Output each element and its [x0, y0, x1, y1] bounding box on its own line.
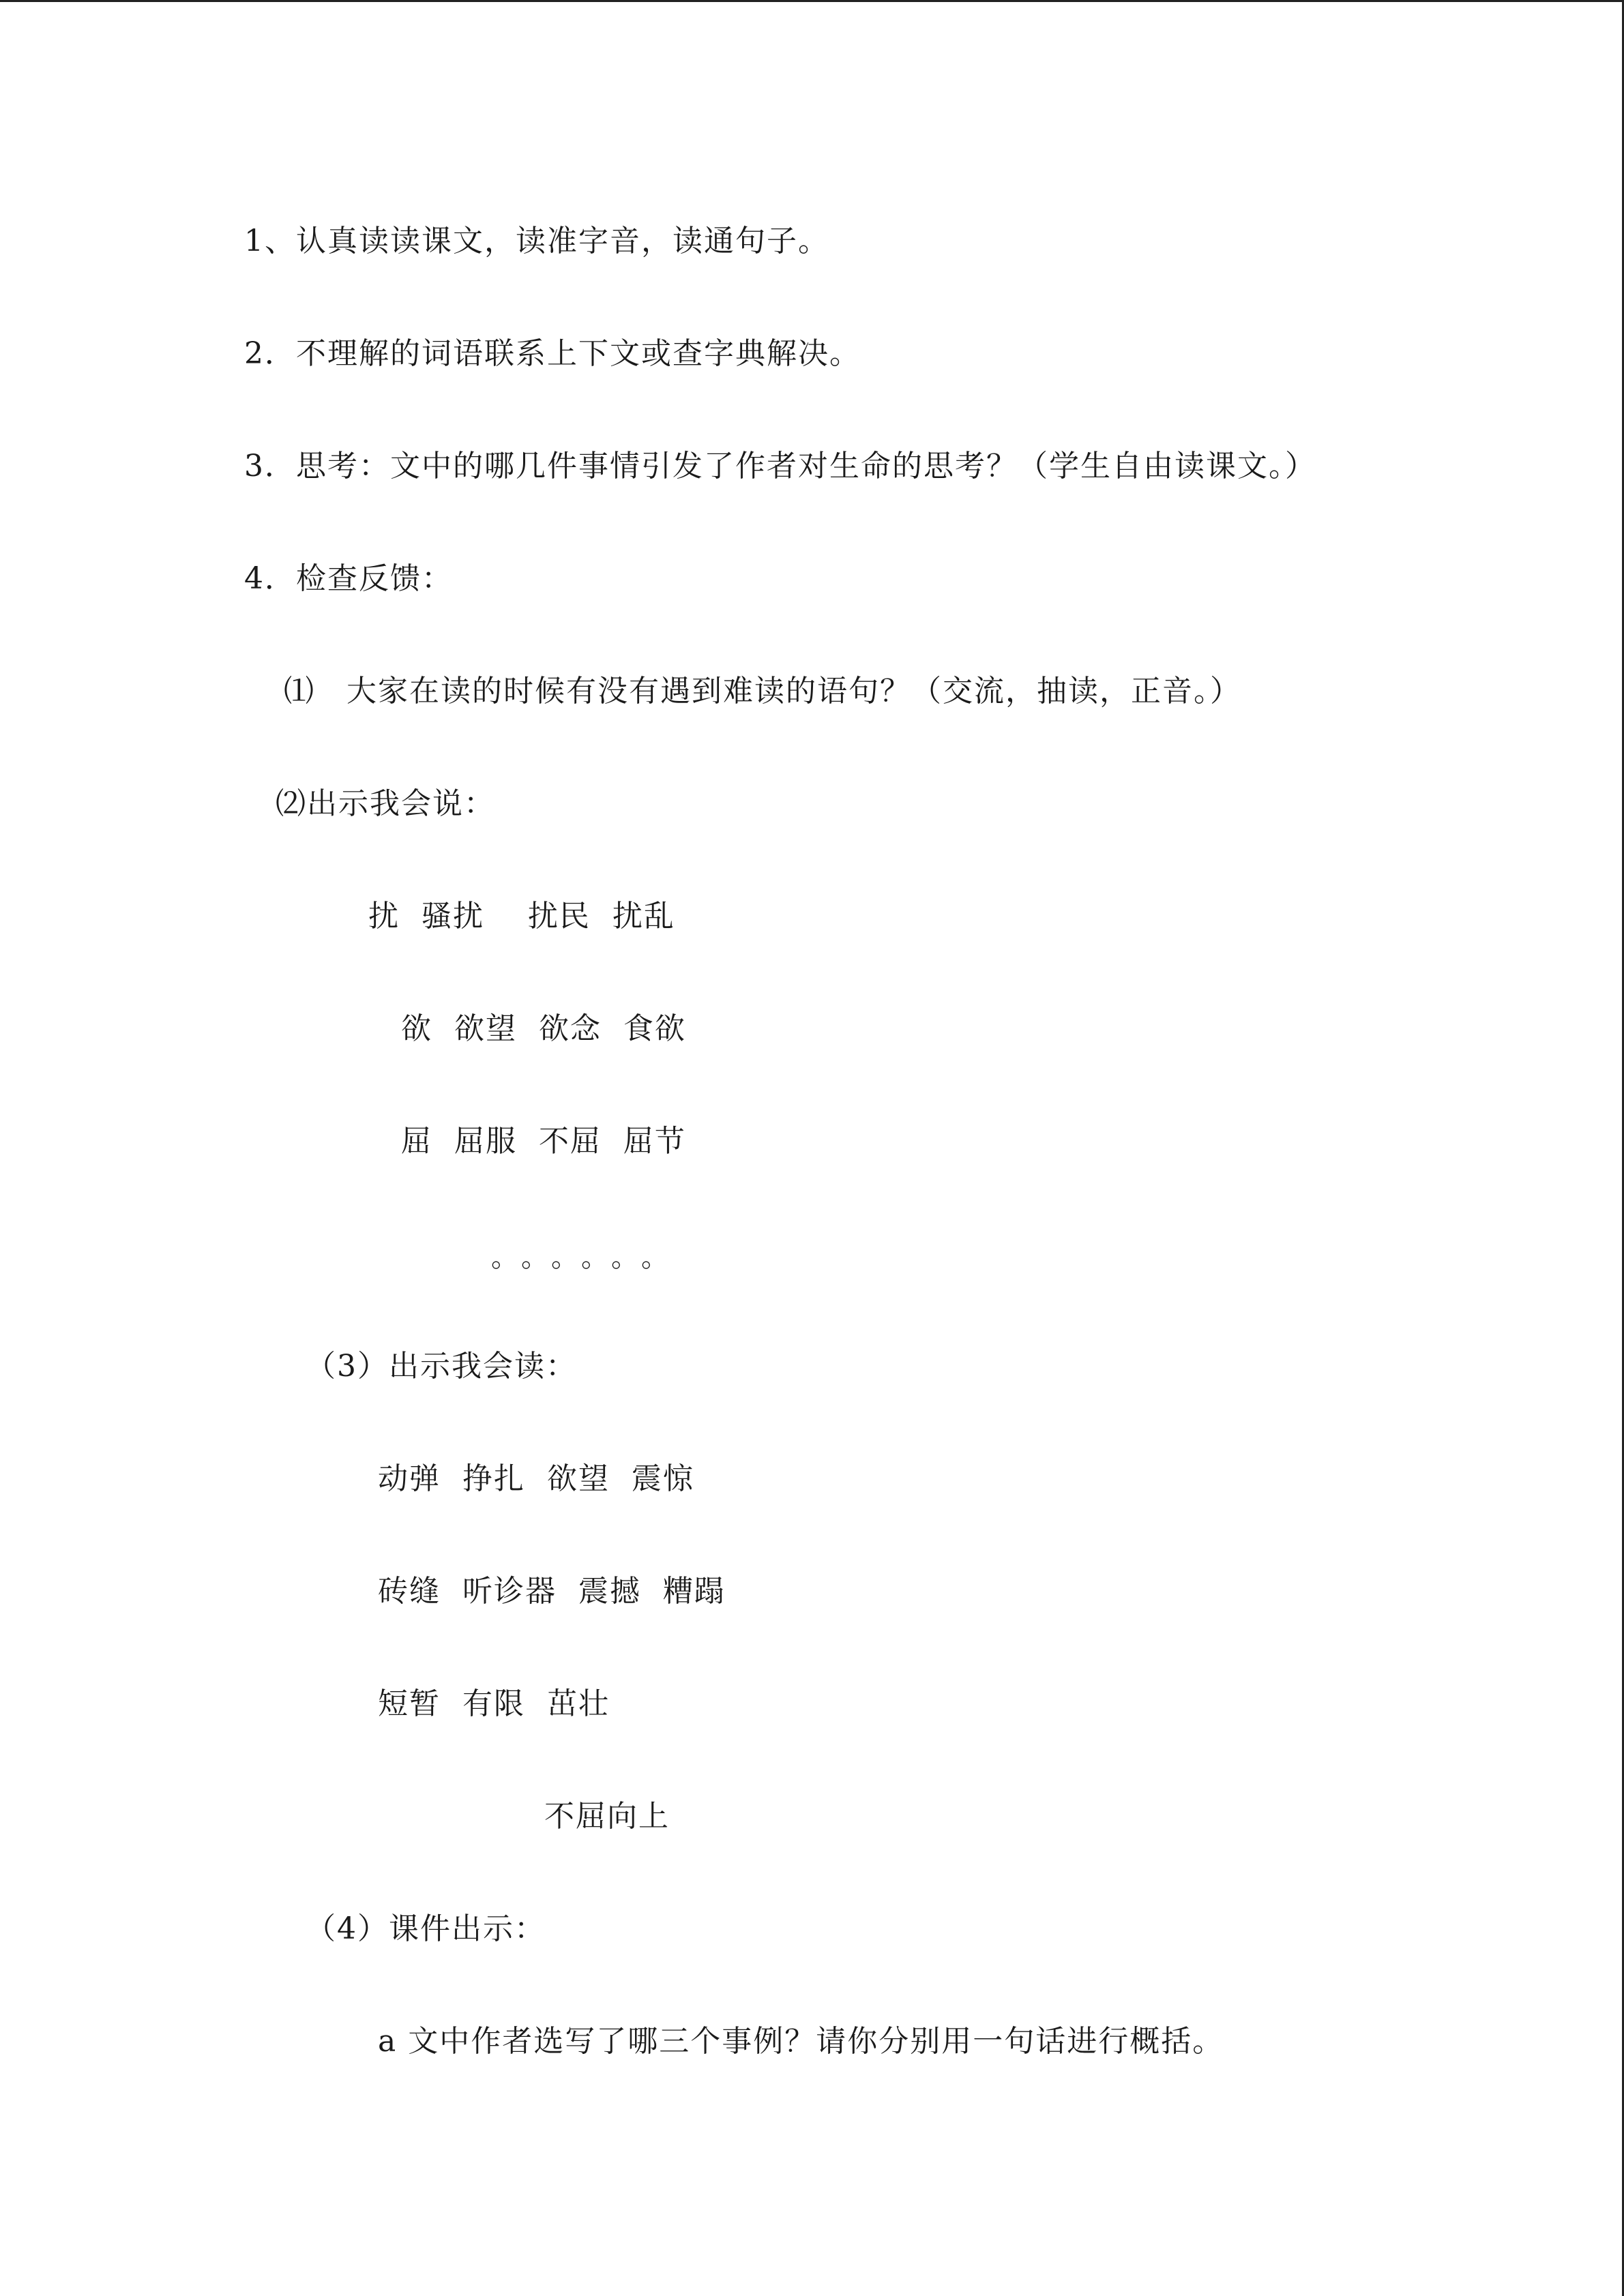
substep-3-i-can-read: （3）出示我会读：	[306, 1349, 577, 1384]
word-group-rao: 扰 骚扰 扰民 扰乱	[368, 899, 675, 934]
step-4-feedback: 4．检查反馈：	[244, 561, 453, 596]
word-group-qu: 屈 屈服 不屈 屈节	[401, 1124, 686, 1159]
step-2-vocabulary: 2．不理解的词语联系上下文或查字典解决。	[244, 336, 861, 371]
question-a: a 文中作者选写了哪三个事例？请你分别用一句话进行概括。	[378, 2024, 1224, 2059]
step-3-think: 3．思考：文中的哪几件事情引发了作者对生命的思考？（学生自由读课文。）	[244, 449, 1316, 483]
read-words-row-4: 不屈向上	[544, 1799, 670, 1834]
ellipsis-dots: 。。。。。。	[491, 1242, 685, 1273]
substep-1-difficult-sentences: ⑴ 大家在读的时候有没有遇到难读的语句？（交流，抽读，正音。）	[284, 674, 1241, 709]
page-top-border	[0, 0, 1624, 2]
substep-4-courseware: （4）课件出示：	[306, 1911, 546, 1946]
read-words-row-2: 砖缝 听诊器 震撼 糟蹋	[378, 1574, 726, 1609]
substep-2-i-can-say: ⑵出示我会说：	[276, 786, 495, 821]
read-words-row-1: 动弹 挣扎 欲望 震惊	[378, 1461, 694, 1496]
step-1-read-text: 1、认真读读课文，读准字音，读通句子。	[244, 224, 829, 258]
read-words-row-3: 短暂 有限 茁壮	[378, 1686, 610, 1721]
word-group-yu: 欲 欲望 欲念 食欲	[401, 1011, 686, 1046]
